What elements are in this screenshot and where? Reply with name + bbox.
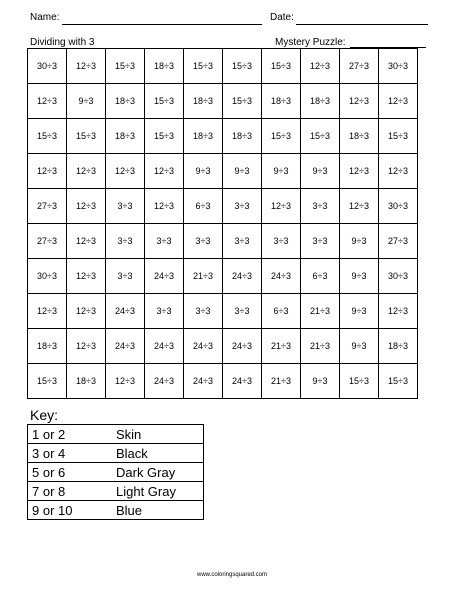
grid-cell[interactable]: 15÷3	[28, 119, 67, 154]
grid-row	[28, 189, 418, 224]
grid-cell[interactable]: 18÷3	[28, 329, 67, 364]
grid-cell[interactable]: 9÷3	[301, 154, 340, 189]
grid-cell[interactable]: 9÷3	[340, 224, 379, 259]
grid-cell[interactable]: 12÷3	[145, 154, 184, 189]
grid-cell[interactable]: 12÷3	[106, 364, 145, 399]
grid-cell[interactable]: 3÷3	[184, 294, 223, 329]
grid-cell[interactable]: 18÷3	[145, 49, 184, 84]
grid-cell[interactable]: 12÷3	[301, 49, 340, 84]
grid-cell[interactable]: 12÷3	[379, 84, 418, 119]
grid-cell[interactable]: 18÷3	[340, 119, 379, 154]
grid-cell[interactable]: 24÷3	[145, 259, 184, 294]
grid-cell[interactable]: 3÷3	[301, 224, 340, 259]
grid-cell[interactable]: 12÷3	[28, 84, 67, 119]
grid-cell[interactable]: 18÷3	[106, 119, 145, 154]
grid-cell[interactable]: 9÷3	[340, 329, 379, 364]
grid-cell[interactable]: 12÷3	[67, 224, 106, 259]
grid-cell[interactable]: 24÷3	[184, 364, 223, 399]
grid-cell[interactable]: 12÷3	[28, 154, 67, 189]
grid-cell[interactable]: 3÷3	[106, 259, 145, 294]
grid-cell[interactable]: 24÷3	[262, 259, 301, 294]
key-row	[28, 482, 204, 501]
grid-cell[interactable]: 3÷3	[262, 224, 301, 259]
date-label: Date:	[270, 12, 294, 23]
grid-cell[interactable]: 3÷3	[145, 294, 184, 329]
grid-cell[interactable]: 24÷3	[106, 294, 145, 329]
grid-cell[interactable]: 9÷3	[340, 259, 379, 294]
name-label: Name:	[30, 12, 60, 23]
grid-cell[interactable]: 12÷3	[106, 154, 145, 189]
grid-cell[interactable]: 21÷3	[184, 259, 223, 294]
grid-cell[interactable]: 9÷3	[184, 154, 223, 189]
key-row	[28, 444, 204, 463]
grid-cell[interactable]: 15÷3	[223, 84, 262, 119]
grid-cell[interactable]: 30÷3	[28, 49, 67, 84]
mystery-puzzle-label: Mystery Puzzle:	[275, 37, 346, 48]
grid-cell[interactable]: 3÷3	[184, 224, 223, 259]
grid-cell[interactable]: 24÷3	[145, 329, 184, 364]
grid-cell[interactable]: 3÷3	[106, 189, 145, 224]
grid-cell[interactable]: 9÷3	[67, 84, 106, 119]
grid-cell[interactable]: 27÷3	[379, 224, 418, 259]
grid-cell[interactable]: 18÷3	[184, 84, 223, 119]
key-values: 5 or 6	[28, 463, 103, 482]
grid-cell[interactable]: 18÷3	[301, 84, 340, 119]
grid-cell[interactable]: 27÷3	[28, 189, 67, 224]
key-color: Blue	[102, 501, 204, 520]
grid-cell[interactable]: 3÷3	[106, 224, 145, 259]
key-row	[28, 463, 204, 482]
key-values: 9 or 10	[28, 501, 103, 520]
puzzle-grid	[27, 48, 418, 399]
grid-cell[interactable]: 27÷3	[28, 224, 67, 259]
grid-cell[interactable]: 12÷3	[67, 189, 106, 224]
grid-cell[interactable]: 21÷3	[301, 294, 340, 329]
name-line[interactable]	[62, 24, 262, 25]
grid-row	[28, 224, 418, 259]
grid-cell[interactable]: 3÷3	[145, 224, 184, 259]
grid-cell[interactable]: 30÷3	[379, 189, 418, 224]
grid-cell[interactable]: 6÷3	[184, 189, 223, 224]
grid-row	[28, 329, 418, 364]
grid-cell[interactable]: 6÷3	[262, 294, 301, 329]
grid-cell[interactable]: 12÷3	[67, 329, 106, 364]
grid-row	[28, 294, 418, 329]
grid-cell[interactable]: 12÷3	[379, 154, 418, 189]
grid-cell[interactable]: 24÷3	[223, 364, 262, 399]
grid-cell[interactable]: 12÷3	[145, 189, 184, 224]
grid-cell[interactable]: 15÷3	[184, 49, 223, 84]
grid-cell[interactable]: 12÷3	[262, 189, 301, 224]
grid-cell[interactable]: 21÷3	[262, 329, 301, 364]
grid-cell[interactable]: 12÷3	[67, 49, 106, 84]
grid-cell[interactable]: 21÷3	[262, 364, 301, 399]
key-values: 7 or 8	[28, 482, 103, 501]
grid-cell[interactable]: 18÷3	[184, 119, 223, 154]
grid-cell[interactable]: 24÷3	[145, 364, 184, 399]
date-line[interactable]	[296, 24, 428, 25]
grid-cell[interactable]: 15÷3	[379, 119, 418, 154]
grid-cell[interactable]: 15÷3	[67, 119, 106, 154]
grid-cell[interactable]: 9÷3	[340, 294, 379, 329]
grid-cell[interactable]: 18÷3	[67, 364, 106, 399]
grid-cell[interactable]: 24÷3	[223, 259, 262, 294]
grid-cell[interactable]: 18÷3	[223, 119, 262, 154]
grid-cell[interactable]: 15÷3	[379, 364, 418, 399]
grid-cell[interactable]: 9÷3	[301, 364, 340, 399]
grid-cell[interactable]: 15÷3	[28, 364, 67, 399]
grid-cell[interactable]: 30÷3	[379, 259, 418, 294]
grid-cell[interactable]: 18÷3	[262, 84, 301, 119]
grid-cell[interactable]: 30÷3	[28, 259, 67, 294]
grid-cell[interactable]: 27÷3	[340, 49, 379, 84]
key-color: Dark Gray	[102, 463, 204, 482]
grid-cell[interactable]: 6÷3	[301, 259, 340, 294]
worksheet-title: Dividing with 3	[30, 37, 95, 48]
grid-cell[interactable]: 24÷3	[184, 329, 223, 364]
key-row	[28, 425, 204, 444]
key-title: Key:	[30, 407, 59, 423]
grid-cell[interactable]: 15÷3	[262, 119, 301, 154]
key-color: Light Gray	[102, 482, 204, 501]
grid-cell[interactable]: 12÷3	[340, 84, 379, 119]
grid-cell[interactable]: 12÷3	[28, 294, 67, 329]
grid-cell[interactable]: 12÷3	[67, 294, 106, 329]
grid-cell[interactable]: 24÷3	[106, 329, 145, 364]
grid-cell[interactable]: 12÷3	[340, 189, 379, 224]
grid-row	[28, 259, 418, 294]
grid-cell[interactable]: 15÷3	[301, 119, 340, 154]
grid-cell[interactable]: 3÷3	[301, 189, 340, 224]
footer-url: www.coloringsquared.com	[196, 572, 268, 578]
grid-cell[interactable]: 9÷3	[223, 154, 262, 189]
grid-cell[interactable]: 3÷3	[223, 224, 262, 259]
grid-cell[interactable]: 24÷3	[223, 329, 262, 364]
grid-cell[interactable]: 3÷3	[223, 294, 262, 329]
grid-cell[interactable]: 15÷3	[340, 364, 379, 399]
grid-cell[interactable]: 18÷3	[379, 329, 418, 364]
grid-cell[interactable]: 15÷3	[223, 49, 262, 84]
grid-cell[interactable]: 15÷3	[145, 119, 184, 154]
key-color: Black	[102, 444, 204, 463]
grid-row	[28, 154, 418, 189]
key-values: 3 or 4	[28, 444, 103, 463]
key-values: 1 or 2	[28, 425, 103, 444]
grid-cell[interactable]: 15÷3	[106, 49, 145, 84]
grid-cell[interactable]: 15÷3	[262, 49, 301, 84]
grid-cell[interactable]: 3÷3	[223, 189, 262, 224]
grid-row	[28, 119, 418, 154]
grid-cell[interactable]: 12÷3	[67, 154, 106, 189]
grid-cell[interactable]: 12÷3	[67, 259, 106, 294]
grid-cell[interactable]: 21÷3	[301, 329, 340, 364]
grid-row	[28, 364, 418, 399]
grid-row	[28, 84, 418, 119]
grid-cell[interactable]: 30÷3	[379, 49, 418, 84]
key-color: Skin	[102, 425, 204, 444]
grid-cell[interactable]: 15÷3	[145, 84, 184, 119]
grid-cell[interactable]: 12÷3	[340, 154, 379, 189]
grid-cell[interactable]: 18÷3	[106, 84, 145, 119]
key-table	[27, 424, 204, 520]
grid-cell[interactable]: 12÷3	[379, 294, 418, 329]
key-row	[28, 501, 204, 520]
grid-row	[28, 49, 418, 84]
grid-cell[interactable]: 9÷3	[262, 154, 301, 189]
